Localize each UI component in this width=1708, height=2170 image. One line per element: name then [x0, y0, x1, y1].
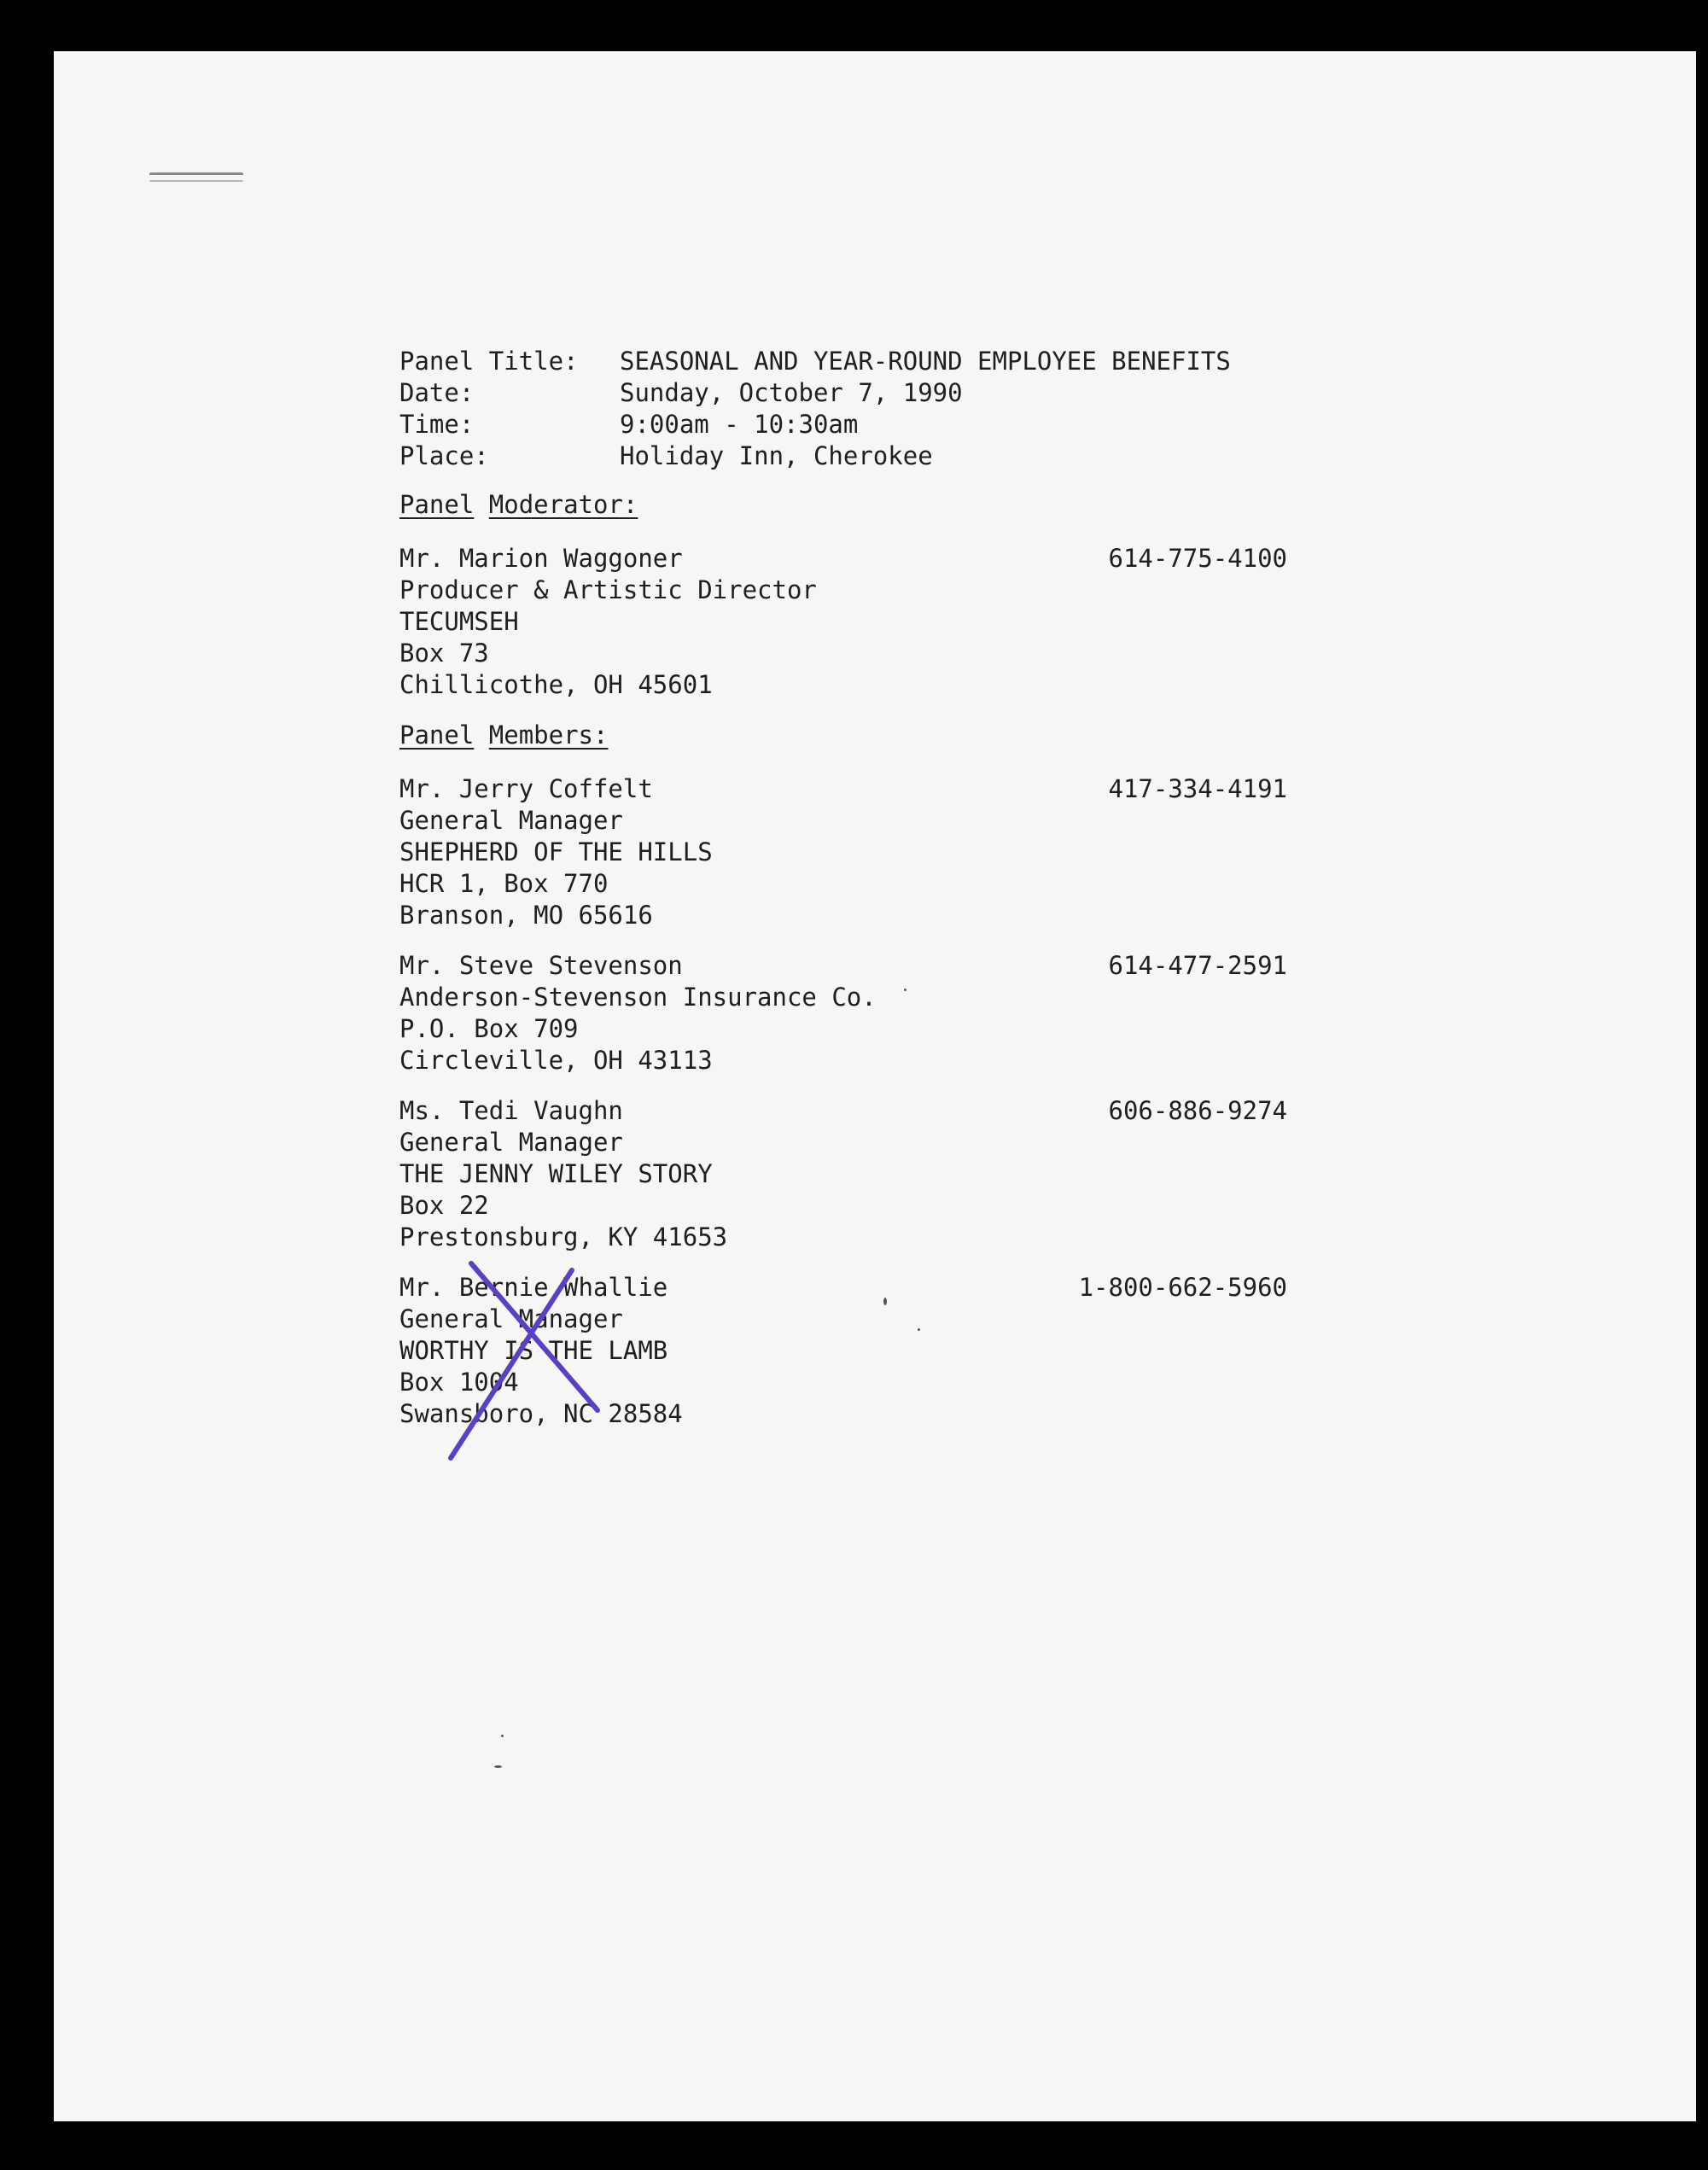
member-city: Circleville, OH 43113	[399, 1046, 713, 1075]
member-entry-crossed-out	[399, 1272, 1287, 1430]
moderator-address: Box 73	[399, 639, 489, 668]
paper-speck	[918, 1328, 920, 1331]
member-org: WORTHY IS THE LAMB	[399, 1336, 668, 1365]
moderator-org: TECUMSEH	[399, 607, 519, 636]
paper-speck	[494, 1765, 502, 1768]
panel-place-value: Holiday Inn, Cherokee	[620, 441, 933, 470]
member-entry	[399, 773, 1287, 931]
member-address: Box 1004	[399, 1368, 519, 1397]
member-entry	[399, 950, 1287, 1076]
member-org: SHEPHERD OF THE HILLS	[399, 837, 713, 866]
member-title: General Manager	[399, 1304, 623, 1333]
panel-time-row	[399, 409, 1287, 440]
member-org: THE JENNY WILEY STORY	[399, 1159, 713, 1188]
member-org: Anderson-Stevenson Insurance Co.	[399, 983, 877, 1012]
member-phone: 606-886-9274	[1108, 1096, 1287, 1125]
member-address: P.O. Box 709	[399, 1014, 579, 1043]
panel-time-label: Time:	[399, 410, 475, 439]
panel-time-value: 9:00am - 10:30am	[620, 410, 859, 439]
panel-title-label: Panel Title:	[399, 347, 579, 376]
members-heading	[399, 720, 1287, 751]
member-address: HCR 1, Box 770	[399, 869, 609, 898]
member-phone: 1-800-662-5960	[1078, 1273, 1287, 1302]
panel-place-row	[399, 440, 1287, 472]
member-name: Mr. Steve Stevenson	[399, 951, 683, 980]
member-entry	[399, 1095, 1287, 1253]
panel-title-value: SEASONAL AND YEAR-ROUND EMPLOYEE BENEFITS	[620, 347, 1231, 376]
pen-x-mark	[451, 1263, 638, 1460]
panel-date-row	[399, 377, 1287, 409]
moderator-phone: 614-775-4100	[1108, 544, 1287, 573]
member-city: Swansboro, NC 28584	[399, 1399, 683, 1428]
panel-title-row	[399, 346, 1287, 377]
panel-date-value: Sunday, October 7, 1990	[620, 378, 963, 407]
member-name: Mr. Bernie Whallie	[399, 1273, 668, 1302]
panel-place-label: Place:	[399, 441, 489, 470]
member-address: Box 22	[399, 1191, 489, 1220]
moderator-heading	[399, 489, 1287, 521]
paper-speck	[904, 989, 906, 991]
member-title: General Manager	[399, 806, 623, 835]
member-title: General Manager	[399, 1128, 623, 1157]
moderator-name: Mr. Marion Waggoner	[399, 544, 683, 573]
panel-info	[399, 346, 1287, 472]
pen-stroke-diagonal-up	[451, 1270, 572, 1458]
member-city: Branson, MO 65616	[399, 901, 653, 930]
member-phone: 614-477-2591	[1108, 951, 1287, 980]
moderator-heading-a: Panel	[399, 490, 475, 519]
member-city: Prestonsburg, KY 41653	[399, 1222, 728, 1251]
members-heading-a: Panel	[399, 720, 475, 750]
moderator-city: Chillicothe, OH 45601	[399, 670, 713, 699]
document-page	[54, 51, 1696, 2121]
paper-speck	[883, 1298, 887, 1305]
member-name: Ms. Tedi Vaughn	[399, 1096, 623, 1125]
pen-stroke-diagonal-down	[471, 1263, 598, 1410]
panel-date-label: Date:	[399, 378, 475, 407]
moderator-heading-b: Moderator:	[488, 490, 638, 519]
moderator-title: Producer & Artistic Director	[399, 575, 817, 604]
staple-mark	[149, 172, 243, 182]
moderator-entry	[399, 543, 1287, 701]
member-name: Mr. Jerry Coffelt	[399, 774, 653, 803]
members-heading-b: Members:	[488, 720, 609, 750]
member-phone: 417-334-4191	[1108, 774, 1287, 803]
paper-speck	[501, 1735, 504, 1737]
panel-document	[399, 346, 1287, 1449]
